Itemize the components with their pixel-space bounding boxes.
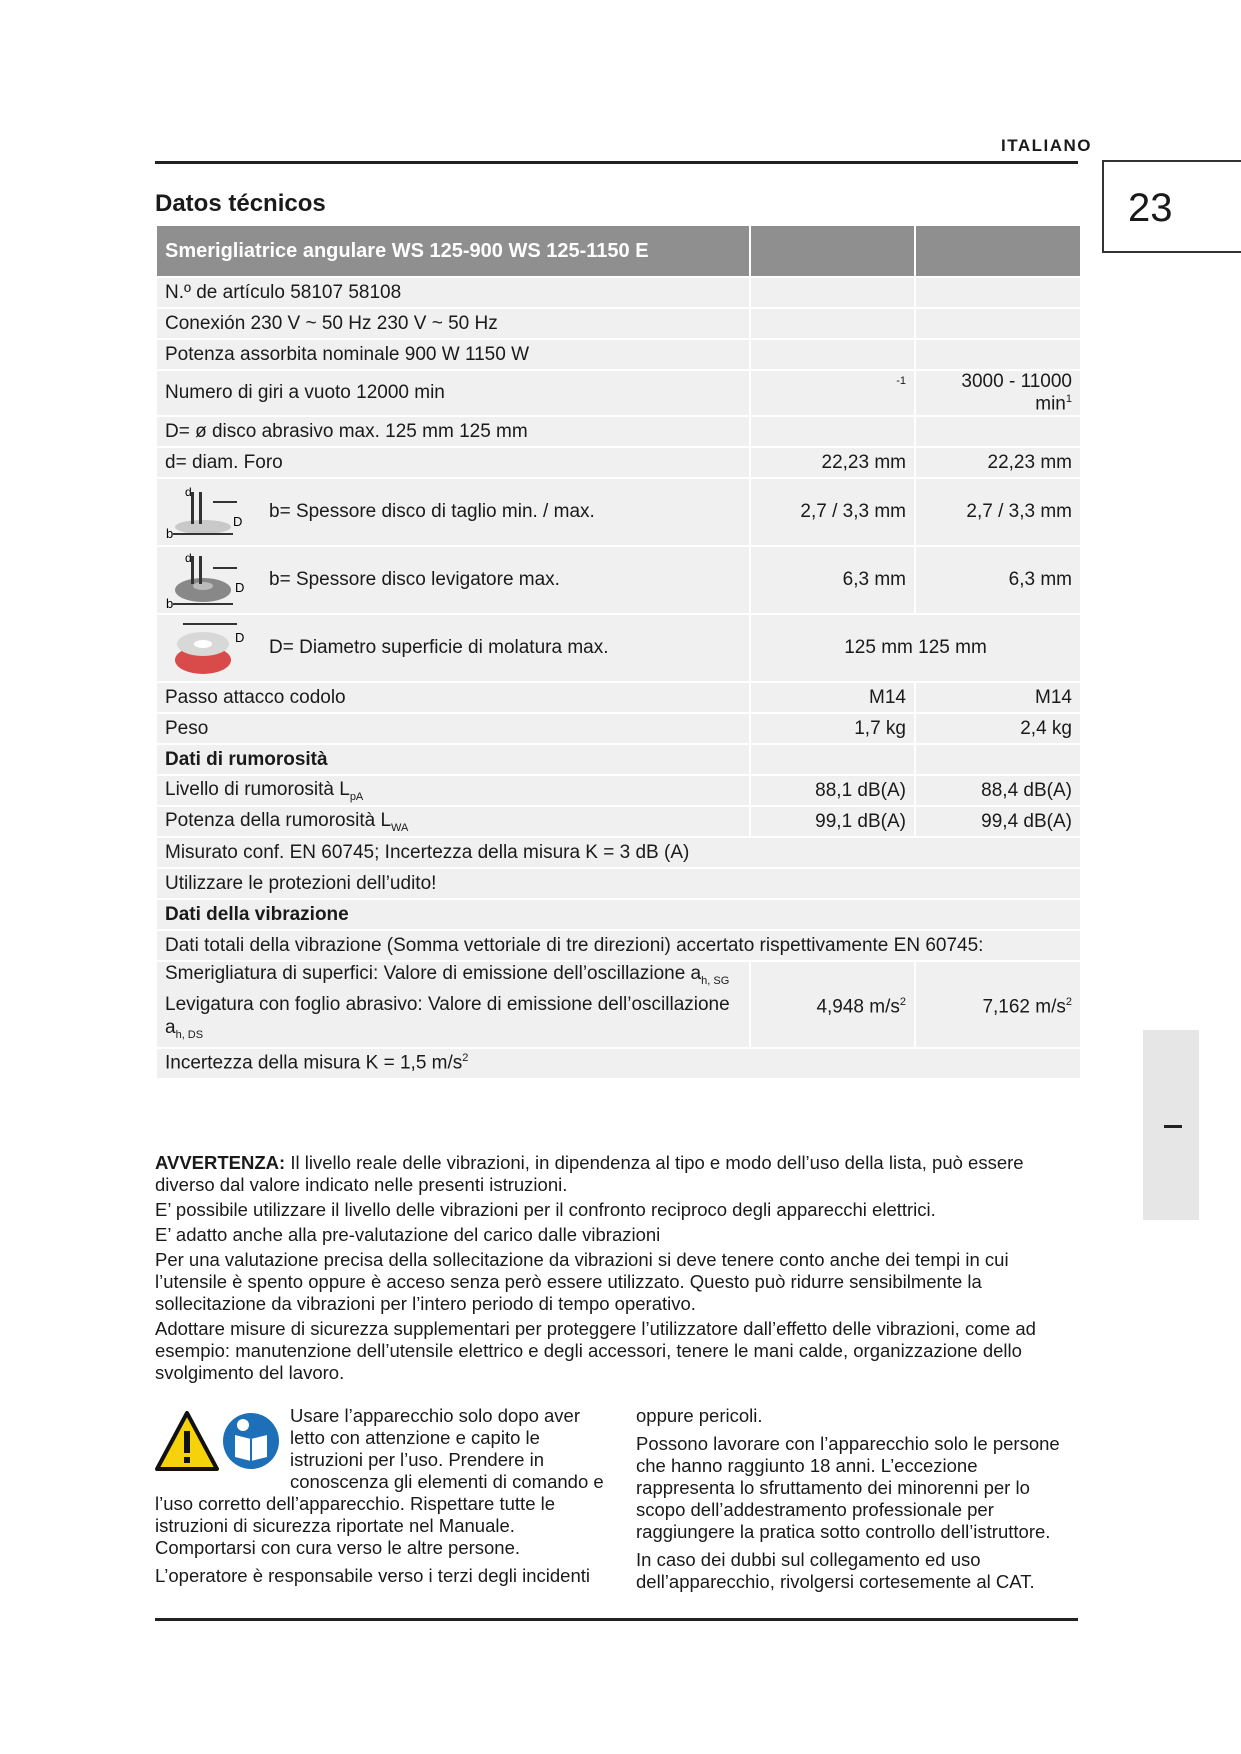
row-label bbox=[156, 806, 750, 837]
vibration-value-2: 7,162 m/s bbox=[982, 996, 1066, 1018]
noise-measured: Misurato conf. EN 60745; Incertezza della misura K = 3 dB (A) bbox=[156, 837, 1081, 868]
table-header-row bbox=[156, 225, 1081, 277]
row-value-2 bbox=[915, 308, 1081, 339]
unit-sup: 2 bbox=[899, 995, 906, 1008]
warning-p1 bbox=[155, 1152, 1065, 1196]
table-row bbox=[156, 478, 1081, 546]
table-row bbox=[156, 308, 1081, 339]
svg-text:b: b bbox=[166, 596, 174, 611]
table-header-label: Smerigliatrice angulare WS 125-900 WS 125-1150 E bbox=[156, 225, 750, 277]
side-tab-marker bbox=[1143, 1030, 1199, 1220]
svg-text:D: D bbox=[233, 514, 243, 530]
table-row bbox=[156, 961, 1081, 1048]
row-value-2 bbox=[915, 277, 1081, 308]
lpa-label: Livello di rumorosità L bbox=[165, 778, 350, 800]
unit-sup: 2 bbox=[1065, 995, 1072, 1008]
safety-left-column bbox=[155, 1405, 610, 1593]
row-value-2 bbox=[915, 339, 1081, 370]
safety-left-p1: Usare l’apparecchio solo dopo aver letto con attenzione e capito le istruzioni per l’uso. Prendere in conoscenza gli elementi di comando e l’uso corretto dell’apparecchio. Rispettare tutte le istruzioni di sicurezza riportate nel Manuale. Comportarsi con cura verso le altre persone. bbox=[155, 1405, 604, 1558]
table-row bbox=[156, 416, 1081, 447]
vibration-section-title: Dati della vibrazione bbox=[156, 899, 1081, 930]
bottom-divider bbox=[155, 1618, 1078, 1621]
row-value-2 bbox=[915, 416, 1081, 447]
row-value-2 bbox=[915, 961, 1081, 1048]
table-row bbox=[156, 277, 1081, 308]
table-row bbox=[156, 447, 1081, 478]
row-value-1: 6,3 mm bbox=[750, 546, 915, 614]
table-row bbox=[156, 806, 1081, 837]
safety-left-p2: L’operatore è responsabile verso i terzi degli incidenti bbox=[155, 1565, 591, 1586]
safety-right-p1: oppure pericoli. bbox=[636, 1405, 763, 1426]
lwa-sub: WA bbox=[391, 821, 409, 834]
warning-block bbox=[155, 1152, 1065, 1387]
cutting-disc-icon bbox=[163, 482, 255, 542]
table-row bbox=[156, 713, 1081, 744]
row-label-cell bbox=[156, 546, 750, 614]
empty-cell bbox=[750, 744, 915, 775]
row-label-cell bbox=[156, 478, 750, 546]
row-value-2: 2,7 / 3,3 mm bbox=[915, 478, 1081, 546]
row-value-1: M14 bbox=[750, 682, 915, 713]
page-number: 23 bbox=[1102, 160, 1241, 253]
safety-right-p3: In caso dei dubbi sul collegamento ed uso dell’apparecchio, rivolgersi cortesemente al CAT. bbox=[636, 1549, 1035, 1592]
row-value-2: 99,4 dB(A) bbox=[915, 806, 1081, 837]
row-value-1 bbox=[750, 339, 915, 370]
table-row bbox=[156, 868, 1081, 899]
row-label: N.º de artículo 58107 58108 bbox=[156, 277, 750, 308]
table-header-col3 bbox=[915, 225, 1081, 277]
vibration-uncertainty bbox=[156, 1048, 1081, 1079]
warning-p3: E’ adatto anche alla pre-valutazione del carico dalle vibrazioni bbox=[155, 1224, 661, 1245]
warning-p5: Adottare misure di sicurezza supplementari per proteggere l’utilizzatore dall’effetto delle vibrazioni, come ad esempio: manutenzione dell’utensile elettrico e degli accessori, tenere le mani calde, organizzazione dello svolgimento del lavoro. bbox=[155, 1318, 1036, 1383]
warning-label: AVVERTENZA: bbox=[155, 1152, 286, 1173]
grinding-disc-icon bbox=[163, 550, 255, 610]
vibration-line2: Levigatura con foglio abrasivo: Valore di emissione dell’oscillazione bbox=[165, 994, 730, 1016]
table-row bbox=[156, 775, 1081, 806]
row-label: b= Spessore disco levigatore max. bbox=[269, 569, 560, 591]
row-value-1 bbox=[750, 416, 915, 447]
read-manual-icon bbox=[223, 1413, 279, 1469]
uncertainty-text: Incertezza della misura K = 1,5 m/s bbox=[165, 1052, 463, 1074]
row-value-2: 6,3 mm bbox=[915, 546, 1081, 614]
row-label: D= ø disco abrasivo max. 125 mm 125 mm bbox=[156, 416, 750, 447]
row-value-2 bbox=[915, 370, 1081, 416]
row-value-1 bbox=[750, 277, 915, 308]
safety-right-column bbox=[636, 1405, 1076, 1599]
noise-protection-note: Utilizzare le protezioni dell’udito! bbox=[156, 868, 1081, 899]
row-label-cell bbox=[156, 614, 750, 682]
table-row bbox=[156, 837, 1081, 868]
warning-text: Il livello reale delle vibrazioni, in dipendenza al tipo e modo dell’uso della lista, può essere diverso dal valore indicato nelle presenti istruzioni. bbox=[155, 1152, 1024, 1195]
row-label: Numero di giri a vuoto 12000 min bbox=[156, 370, 750, 416]
svg-text:D: D bbox=[235, 630, 245, 646]
row-label: Potenza assorbita nominale 900 W 1150 W bbox=[156, 339, 750, 370]
row-value-1: 22,23 mm bbox=[750, 447, 915, 478]
row-value-2: 22,23 mm bbox=[915, 447, 1081, 478]
safety-right-p2: Possono lavorare con l’apparecchio solo le persone che hanno raggiunto 18 anni. L’eccezione rappresenta lo sfruttamento dei minorenni per lo scopo dell’addestramento professionale per raggiungere la pratica sotto controllo dell’istruttore. bbox=[636, 1433, 1060, 1542]
row-value-merged: 125 mm 125 mm bbox=[750, 614, 1081, 682]
svg-text:b: b bbox=[166, 526, 174, 542]
table-row bbox=[156, 339, 1081, 370]
row-value-1: 99,1 dB(A) bbox=[750, 806, 915, 837]
row-value-1: -1 bbox=[750, 370, 915, 416]
noise-section-title: Dati di rumorosità bbox=[156, 744, 750, 775]
vibration-line1: Smerigliatura di superfici: Valore di emissione dell’oscillazione a bbox=[165, 963, 702, 985]
svg-text:d: d bbox=[185, 485, 192, 500]
speed-footnote: 1 bbox=[1065, 393, 1072, 405]
warning-p2: E’ possibile utilizzare il livello delle vibrazioni per il confronto reciproco degli apparecchi elettrici. bbox=[155, 1199, 936, 1220]
vibration-line3-sub: h, DS bbox=[175, 1028, 204, 1041]
warning-p4: Per una valutazione precisa della sollecitazione da vibrazioni si deve tenere conto anche dei tempi in cui l’utensile è spento oppure è acceso senza però essere utilizzato. Questo può ridurre sensibilmente la sollecitazione da vibrazioni per l’intero periodo di tempo operativo. bbox=[155, 1249, 1009, 1314]
language-label: ITALIANO bbox=[1000, 136, 1092, 155]
row-value-1: 88,1 dB(A) bbox=[750, 775, 915, 806]
row-value-1: 1,7 kg bbox=[750, 713, 915, 744]
row-value-1 bbox=[750, 961, 915, 1048]
table-header-col2 bbox=[750, 225, 915, 277]
table-row bbox=[156, 930, 1081, 961]
table-row bbox=[156, 1048, 1081, 1079]
vibration-value-1: 4,948 m/s bbox=[816, 996, 900, 1018]
table-row bbox=[156, 682, 1081, 713]
safety-icons bbox=[155, 1409, 280, 1473]
top-divider bbox=[155, 161, 1078, 164]
lpa-sub: pA bbox=[349, 790, 364, 803]
row-value-1 bbox=[750, 308, 915, 339]
row-label: b= Spessore disco di taglio min. / max. bbox=[269, 501, 595, 523]
lwa-label: Potenza della rumorosità L bbox=[165, 809, 392, 831]
vibration-line1-sub: h, SG bbox=[701, 975, 730, 988]
vibration-total: Dati totali della vibrazione (Somma vettoriale di tre direzioni) accertato rispettivamente EN 60745: bbox=[156, 930, 1081, 961]
svg-text:D: D bbox=[235, 580, 245, 596]
speed-range: 3000 - 11000 min bbox=[961, 371, 1072, 415]
empty-cell bbox=[915, 744, 1081, 775]
table-row bbox=[156, 899, 1081, 930]
table-row bbox=[156, 744, 1081, 775]
row-label: d= diam. Foro bbox=[156, 447, 750, 478]
svg-text:d: d bbox=[185, 551, 192, 566]
row-label: Passo attacco codolo bbox=[156, 682, 750, 713]
vibration-labels bbox=[156, 961, 750, 1048]
page-title: Datos técnicos bbox=[155, 190, 326, 217]
spec-table bbox=[155, 224, 1082, 1080]
table-row bbox=[156, 546, 1081, 614]
warning-triangle-icon bbox=[157, 1413, 217, 1469]
flap-disc-icon bbox=[163, 618, 255, 678]
row-value-2: 88,4 dB(A) bbox=[915, 775, 1081, 806]
row-label bbox=[156, 775, 750, 806]
uncertainty-sup: 2 bbox=[462, 1052, 469, 1065]
row-label: Peso bbox=[156, 713, 750, 744]
row-value-1: 2,7 / 3,3 mm bbox=[750, 478, 915, 546]
dash-mark bbox=[1164, 1125, 1182, 1128]
table-row bbox=[156, 614, 1081, 682]
row-value-2: M14 bbox=[915, 682, 1081, 713]
row-value-2: 2,4 kg bbox=[915, 713, 1081, 744]
row-label: Conexión 230 V ~ 50 Hz 230 V ~ 50 Hz bbox=[156, 308, 750, 339]
table-row bbox=[156, 370, 1081, 416]
vibration-line3: a bbox=[165, 1017, 176, 1039]
row-label: D= Diametro superficie di molatura max. bbox=[269, 637, 609, 659]
